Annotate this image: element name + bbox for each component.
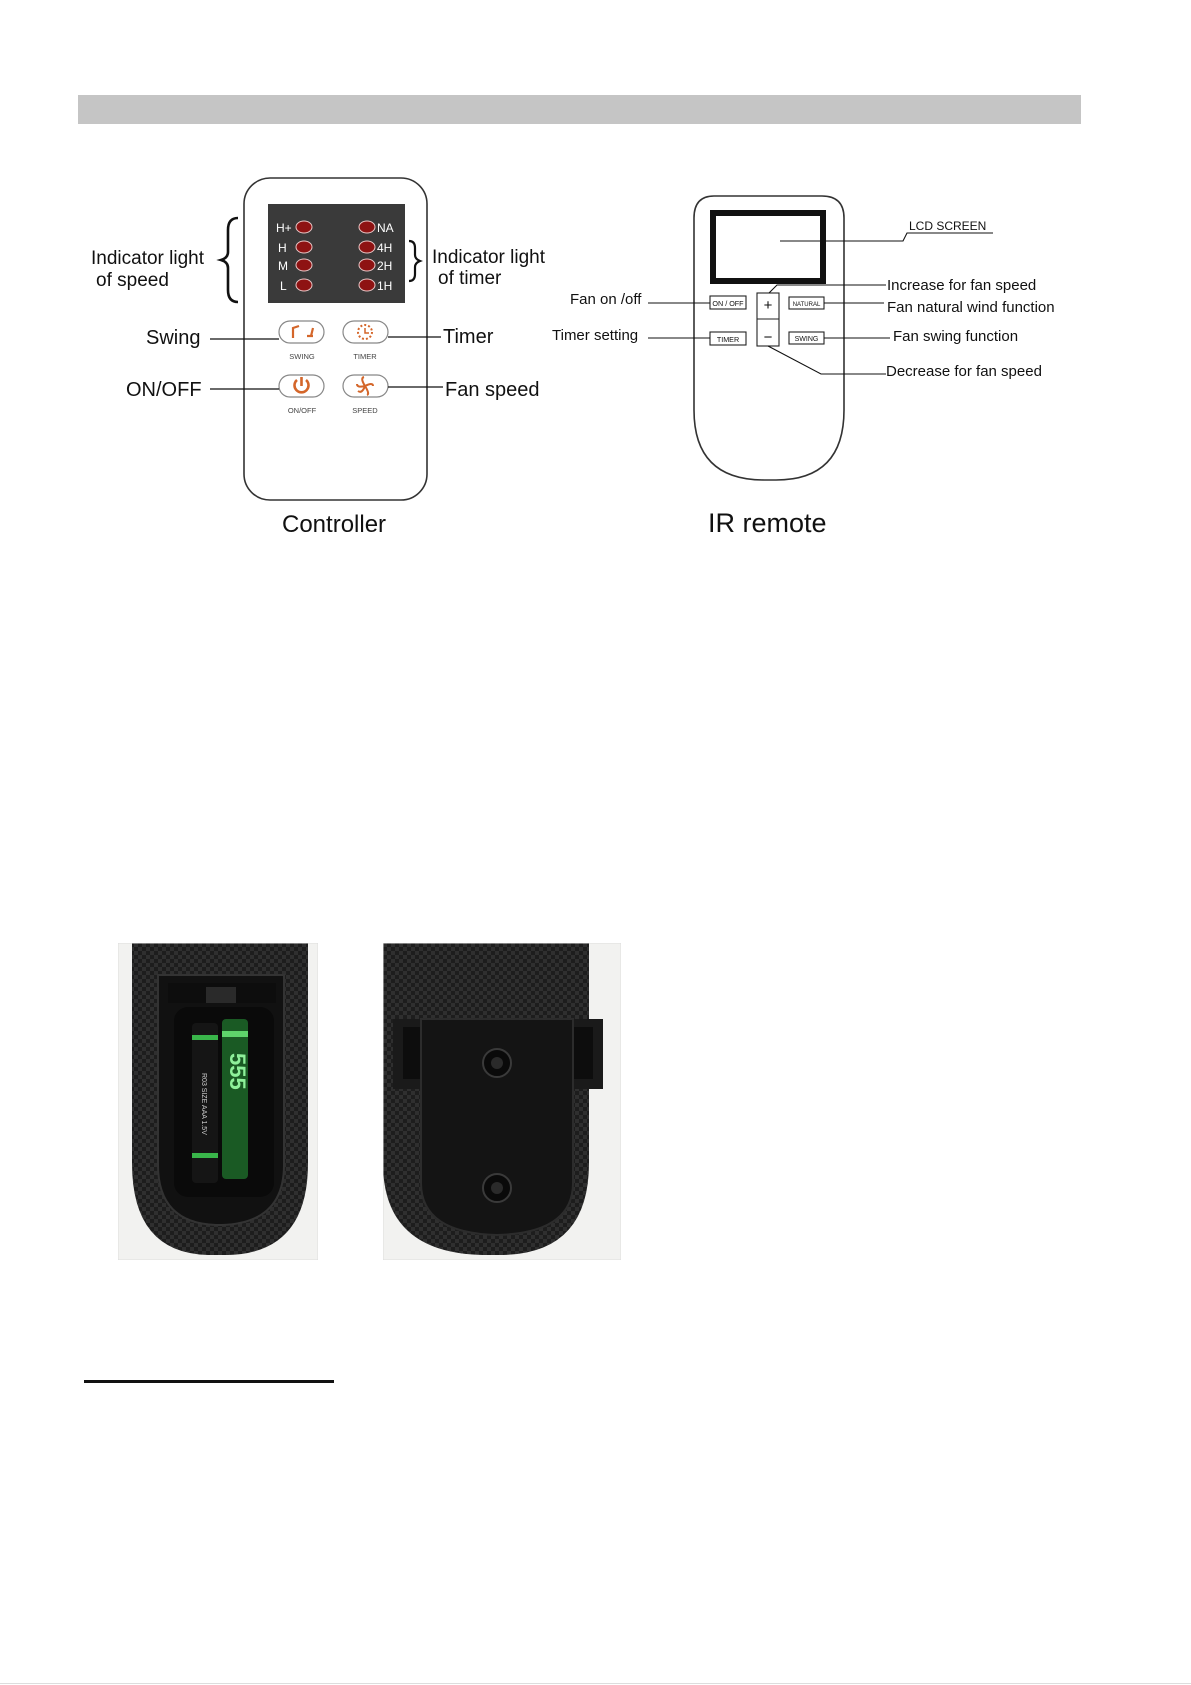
timer-led-label: 2H — [377, 259, 393, 273]
fan-speed-callout: Fan speed — [445, 379, 540, 401]
page-bottom-edge — [0, 1683, 1191, 1684]
led-indicator — [296, 221, 312, 233]
remote-plus-button[interactable]: + — [763, 297, 773, 314]
timer-callout: Timer — [443, 326, 494, 348]
speed-indicator-callout: Indicator light — [91, 248, 205, 269]
battery-label: 555 — [225, 1053, 250, 1090]
speed-indicator-brace — [221, 218, 238, 302]
remote-onoff-button[interactable] — [710, 296, 746, 309]
controller-diagram — [91, 178, 546, 538]
remote-timer-label: TIMER — [716, 335, 740, 344]
remote-swing-button[interactable] — [789, 332, 824, 344]
natural-callout: Fan natural wind function — [887, 299, 1055, 316]
onoff-callout: ON/OFF — [126, 379, 202, 401]
controller-caption: Controller — [282, 511, 387, 538]
speed-indicator-callout: of speed — [96, 270, 169, 291]
speed-led-label: M — [278, 259, 288, 273]
lcd-callout: LCD SCREEN — [909, 219, 987, 233]
led-indicator — [296, 259, 312, 271]
remote-natural-button[interactable] — [789, 297, 824, 309]
ir-remote-diagram — [552, 196, 1055, 538]
remote-onoff-label: ON / OFF — [712, 299, 744, 308]
speed-led-label: H+ — [276, 221, 292, 235]
led-indicator — [296, 241, 312, 253]
remote-timer-button[interactable] — [710, 332, 746, 345]
swing-button-label: SWING — [289, 352, 315, 361]
speed-led-label: L — [280, 279, 287, 293]
mounting-clip-photo — [383, 943, 621, 1260]
battery-left — [192, 1023, 218, 1183]
swing-callout: Fan swing function — [893, 328, 1019, 345]
decrease-callout: Decrease for fan speed — [886, 363, 1042, 380]
speed-button-label: SPEED — [352, 406, 378, 415]
led-indicator — [359, 221, 375, 233]
fan-onoff-callout: Fan on /off — [570, 291, 642, 308]
timer-led-label: 1H — [377, 279, 393, 293]
remote-caption: IR remote — [708, 508, 827, 538]
battery-right — [222, 1019, 250, 1179]
remotes-diagram — [0, 0, 1191, 560]
speed-button[interactable] — [343, 375, 388, 397]
speed-led-label: H — [278, 241, 287, 255]
increase-callout: Increase for fan speed — [887, 277, 1037, 294]
led-indicator — [296, 279, 312, 291]
power-button[interactable] — [279, 375, 324, 397]
svg-text:R03 SIZE AAA 1.5V: R03 SIZE AAA 1.5V — [200, 1073, 207, 1135]
timer-button-label: TIMER — [353, 352, 377, 361]
led-indicator — [359, 259, 375, 271]
timer-button[interactable] — [343, 321, 388, 343]
onoff-button-label: ON/OFF — [287, 406, 317, 415]
swing-callout: Swing — [146, 327, 201, 349]
timer-led-label: 4H — [377, 241, 393, 255]
remote-natural-label: NATURAL — [792, 302, 821, 308]
section-divider — [84, 1380, 334, 1383]
timer-indicator-callout: Indicator light — [432, 247, 546, 268]
led-indicator — [359, 241, 375, 253]
timer-indicator-callout: of timer — [438, 268, 502, 289]
remote-swing-label: SWING — [794, 336, 819, 343]
timer-led-label: NA — [377, 221, 394, 235]
swing-button[interactable] — [279, 321, 324, 343]
timer-setting-callout: Timer setting — [552, 327, 639, 344]
battery-compartment-photo — [118, 943, 318, 1260]
lcd-screen — [713, 213, 823, 281]
led-indicator — [359, 279, 375, 291]
remote-minus-button[interactable]: − — [763, 329, 773, 346]
